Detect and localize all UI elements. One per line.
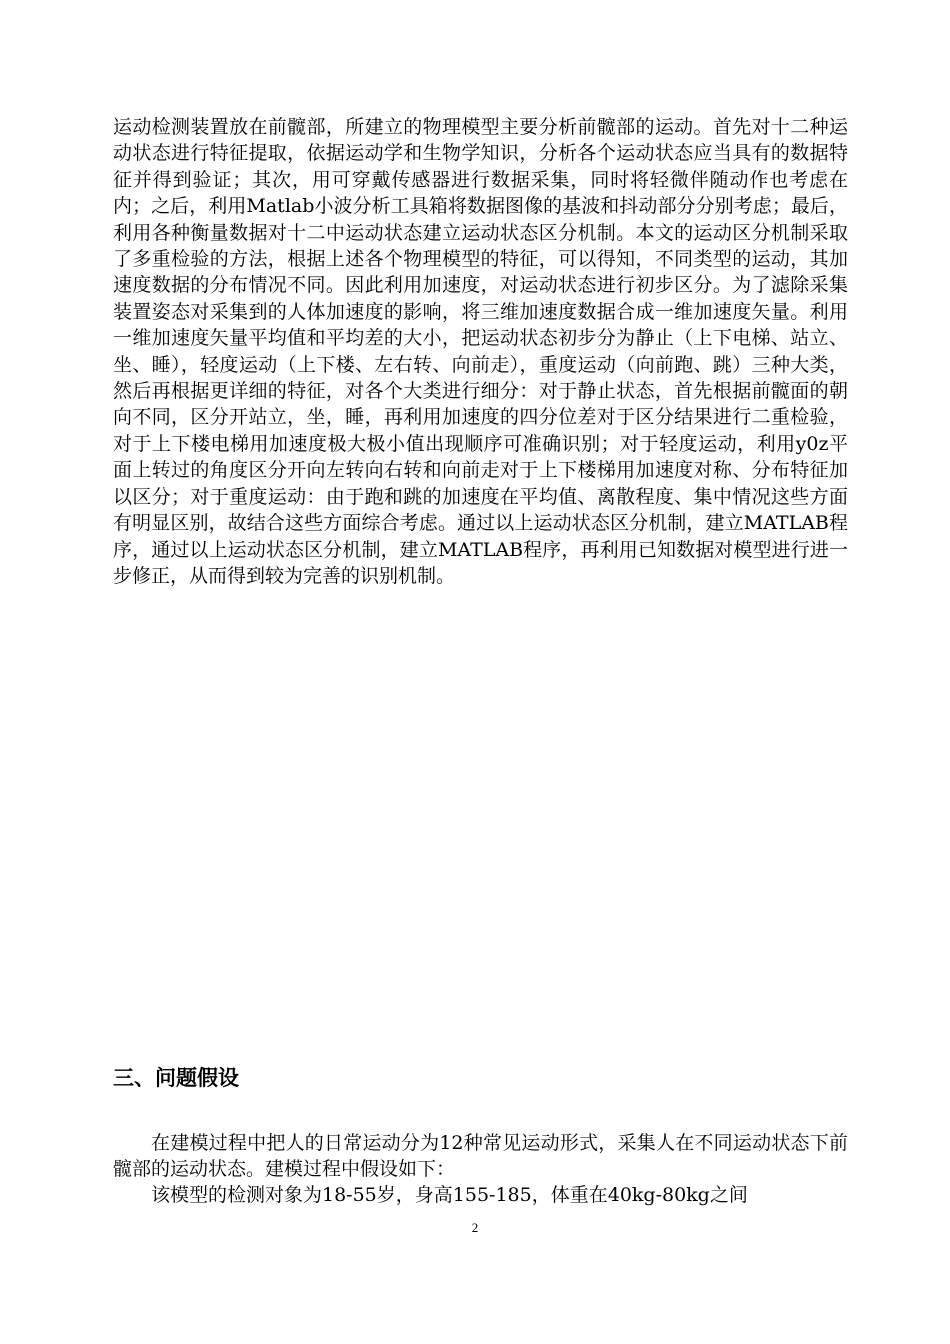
- assumption-paragraph: 该模型的检测对象为18-55岁，身高155-185，体重在40kg-80kg之间: [151, 1184, 748, 1206]
- section-heading: 三、问题假设: [113, 1066, 239, 1090]
- assumption-intro-paragraph: 在建模过程中把人的日常运动分为12种常见运动形式，采集人在不同运动状态下前髋部的运动状态。建模过程中假设如下：: [113, 1132, 848, 1181]
- body-paragraph: 运动检测装置放在前髋部，所建立的物理模型主要分析前髋部的运动。首先对十二种运动状态进行特征提取，依据运动学和生物学知识，分析各个运动状态应当具有的数据特征并得到验证；其次，用可穿戴传感器进行数据采集，同时将轻微伴随动作也考虑在内；之后，利用Matlab小波分析工具箱将数据图像的基波和抖动部分分别考虑；最后，利用各种衡量数据对十二中运动状态建立运动状态区分机制。本文的运动区分机制采取了多重检验的方法，根据上述各个物理模型的特征，可以得知，不同类型的运动，其加速度数据的分布情况不同。因此利用加速度，对运动状态进行初步区分。为了滤除采集装置姿态对采集到的人体加速度的影响，将三维加速度数据合成一维加速度矢量。利用一维加速度矢量平均值和平均差的大小，把运动状态初步分为静止（上下电梯、站立、坐、睡），轻度运动（上下楼、左右转、向前走），重度运动（向前跑、跳）三种大类，然后再根据更详细的特征，对各个大类进行细分：对于静止状态，首先根据前髋面的朝向不同，区分开站立，坐，睡，再利用加速度的四分位差对于区分结果进行二重检验，对于上下楼电梯用加速度极大极小值出现顺序可准确识别；对于轻度运动，利用y0z平面上转过的角度区分开向左转向右转和向前走对于上下楼梯用加速度对称、分布特征加以区分；对于重度运动：由于跑和跳的加速度在平均值、离散程度、集中情况这些方面有明显区别，故结合这些方面综合考虑。通过以上运动状态区分机制，建立MATLAB程序，通过以上运动状态区分机制，建立MATLAB程序，再利用已知数据对模型进行进一步修正，从而得到较为完善的识别机制。: [113, 116, 848, 587]
- page-number: 2: [471, 1220, 479, 1235]
